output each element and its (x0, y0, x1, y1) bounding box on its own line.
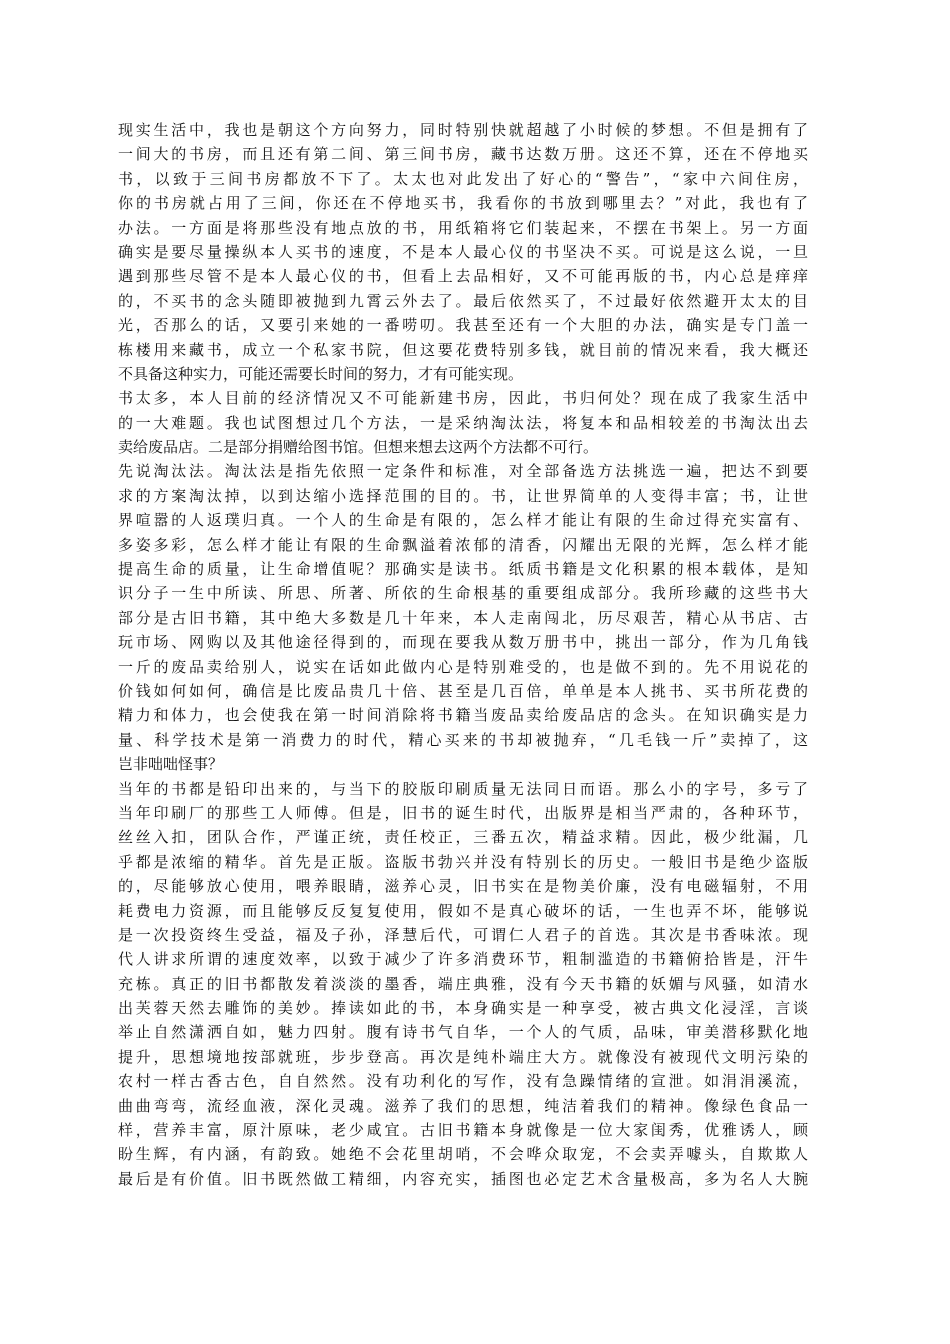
text-line: 书，以致于三间书房都放不下了。太太也对此发出了好心的“警告”，“家中六间住房， (118, 169, 808, 188)
text-line: 界喧嚣的人返璞归真。一个人的生命是有限的，怎么样才能让有限的生命过得充实富有、 (118, 511, 808, 530)
text-line: 部分是古旧书籍，其中绝大多数是几十年来，本人走南闯北，历尽艰苦，精心从书店、古 (118, 608, 808, 627)
text-line: 现实生活中，我也是朝这个方向努力，同时特别快就超越了小时候的梦想。不但是拥有了 (118, 121, 808, 139)
text-line: 充栋。真正的旧书都散发着淡淡的墨香，端庄典雅，没有今天书籍的妖媚与风骚，如清水 (118, 974, 808, 993)
text-line: 的，不买书的念头随即被抛到九霄云外去了。最后依然买了，不过最好依然避开太太的目 (118, 291, 808, 310)
text-line: 农村一样古香古色，自自然然。没有功利化的写作，没有急躁情绪的宣泄。如涓涓溪流， (118, 1072, 808, 1091)
text-line: 乎都是浓缩的精华。首先是正版。盗版书勃兴并没有特别长的历史。一般旧书是绝少盗版 (118, 852, 808, 871)
text-line: 一间大的书房，而且还有第二间、第三间书房，藏书达数万册。这还不算，还在不停地买 (118, 145, 808, 164)
paragraph-end-line: 不具备这种实力，可能还需要长时间的努力，才有可能实现。 (118, 364, 524, 383)
text-line: 价钱如何如何，确信是比废品贵几十倍、甚至是几百倍，单单是本人挑书、买书所花费的 (118, 681, 808, 700)
text-line: 耗费电力资源，而且能够反反复复使用，假如不是真心破坏的话，一生也弄不坏，能够说 (118, 901, 808, 920)
document-page (118, 118, 808, 1191)
text-line: 丝丝入扣，团队合作，严谨正统，责任校正，三番五次，精益求精。因此，极少纰漏，几 (118, 828, 808, 847)
text-line: 盼生辉，有内涵，有韵致。她绝不会花里胡哨，不会哗众取宠，不会卖弄噱头，自欺欺人 (118, 1145, 808, 1164)
text-line: 玩市场、网购以及其他途径得到的，而现在要我从数万册书中，挑出一部分，作为几角钱 (118, 633, 808, 652)
text-line: 先说淘汰法。淘汰法是指先依照一定条件和标准，对全部备选方法挑选一遍，把达不到要 (118, 462, 808, 481)
text-line: 一斤的废品卖给别人，说实在话如此做内心是特别难受的，也是做不到的。先不用说花的 (118, 657, 808, 676)
text-line: 书太多，本人目前的经济情况又不可能新建书房，因此，书归何处？现在成了我家生活中 (118, 389, 808, 408)
text-line: 量、科学技术是第一消费力的时代，精心买来的书却被抛弃，“几毛钱一斤”卖掉了，这 (118, 730, 808, 749)
text-line: 精力和体力，也会使我在第一时间消除将书籍当废品卖给废品店的念头。在知识确实是力 (118, 706, 808, 725)
text-line: 最后是有价值。旧书既然做工精细，内容充实，插图也必定艺术含量极高，多为名人大腕 (118, 1169, 808, 1188)
text-line: 举止自然潇洒自如，魅力四射。腹有诗书气自华，一个人的气质，品味，审美潜移默化地 (118, 1023, 808, 1042)
text-line: 遇到那些尽管不是本人最心仪的书，但看上去品相好，又不可能再版的书，内心总是痒痒 (118, 267, 808, 286)
text-line: 当年的书都是铅印出来的，与当下的胶版印刷质量无法同日而语。那么小的字号，多亏了 (118, 779, 808, 798)
text-line: 你的书房就占用了三间，你还在不停地买书，我看你的书放到哪里去？”对此，我也有了 (118, 194, 808, 213)
text-line: 识分子一生中所读、所思、所著、所依的生命根基的重要组成部分。我所珍藏的这些书大 (118, 584, 808, 603)
text-line: 曲曲弯弯，流经血液，深化灵魂。滋养了我们的思想，纯洁着我们的精神。像绿色食品一 (118, 1096, 808, 1115)
text-line: 的，尽能够放心使用，喂养眼睛，滋养心灵，旧书实在是物美价廉，没有电磁辐射，不用 (118, 877, 808, 896)
text-line: 求的方案淘汰掉，以到达缩小选择范围的目的。书，让世界简单的人变得丰富；书，让世 (118, 486, 808, 505)
text-line: 办法。一方面是将那些没有地点放的书，用纸箱将它们装起来，不摆在书架上。另一方面 (118, 218, 808, 237)
text-line: 确实是要尽量操纵本人买书的速度，不是本人最心仪的书坚决不买。可说是这么说，一旦 (118, 242, 808, 261)
text-line: 是一次投资终生受益，福及子孙，泽慧后代，可谓仁人君子的首选。其次是书香味浓。现 (118, 925, 808, 944)
text-line: 栋楼用来藏书，成立一个私家书院，但这要花费特别多钱，就目前的情况来看，我大概还 (118, 340, 808, 359)
paragraph-end-line: 岂非咄咄怪事？ (118, 755, 224, 774)
text-line: 提升，思想境地按部就班，步步登高。再次是纯朴端庄大方。就像没有被现代文明污染的 (118, 1047, 808, 1066)
text-line: 样，营养丰富，原汁原味，老少咸宜。古旧书籍本身就像是一位大家闺秀，优雅诱人，顾 (118, 1121, 808, 1140)
text-line: 的一大难题。我也试图想过几个方法，一是采纳淘汰法，将复本和品相较差的书淘汰出去 (118, 413, 808, 432)
paragraph-end-line: 卖给废品店。二是部分捐赠给图书馆。但想来想去这两个方法都不可行。 (118, 438, 599, 457)
text-line: 出芙蓉天然去雕饰的美妙。捧读如此的书，本身确实是一种享受，被古典文化浸淫，言谈 (118, 999, 808, 1018)
text-line: 光，否那么的话，又要引来她的一番唠叨。我甚至还有一个大胆的办法，确实是专门盖一 (118, 316, 808, 335)
text-line: 代人讲求所谓的速度效率，以致于减少了许多消费环节，粗制滥造的书籍俯拾皆是，汗牛 (118, 950, 808, 969)
text-line: 多姿多彩，怎么样才能让有限的生命飘溢着浓郁的清香，闪耀出无限的光辉，怎么样才能 (118, 535, 808, 554)
text-line: 当年印刷厂的那些工人师傅。但是，旧书的诞生时代，出版界是相当严肃的，各种环节， (118, 803, 808, 822)
text-line: 提高生命的质量，让生命增值呢？那确实是读书。纸质书籍是文化积累的根本载体，是知 (118, 560, 808, 579)
